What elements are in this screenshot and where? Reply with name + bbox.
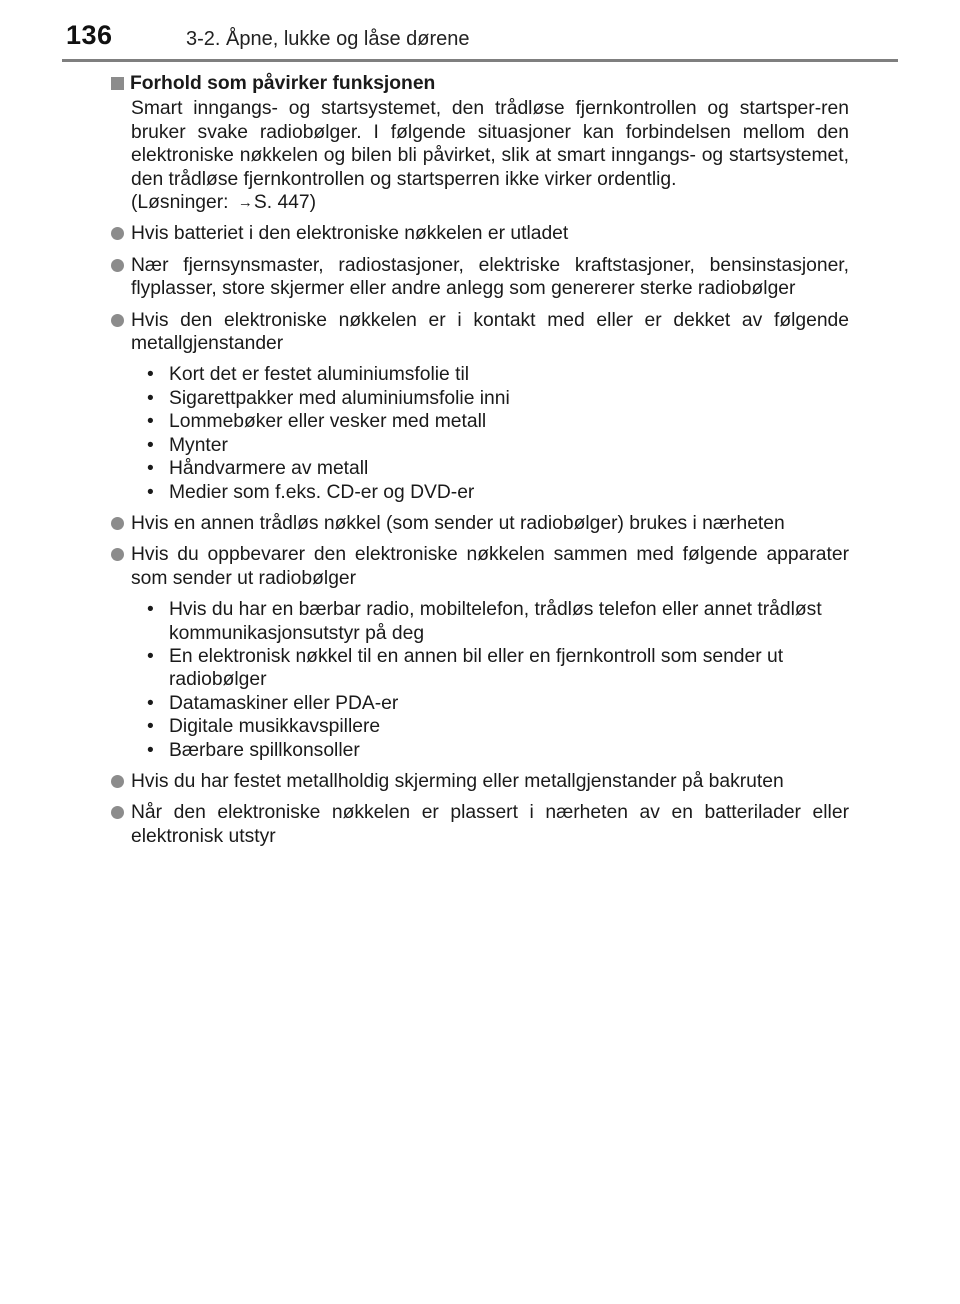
sublist-item — [147, 457, 849, 480]
sublist-item — [147, 645, 849, 692]
condition-item — [111, 309, 849, 356]
intro-paragraph — [131, 97, 849, 214]
page-content — [111, 72, 849, 856]
sublist-item-text: Lommebøker eller vesker med metall — [169, 411, 487, 433]
bullet-dot-icon: • — [147, 411, 154, 433]
sublist-item — [147, 715, 849, 738]
bullet-dot-icon: • — [147, 458, 154, 480]
condition-text: Hvis den elektroniske nøkkelen er i kontakt med eller er dekket av følgende metallgjenstander — [131, 309, 849, 355]
sublist-item-text: Medier som f.eks. CD-er og DVD-er — [169, 481, 475, 503]
page-number: 136 — [66, 20, 113, 50]
square-bullet-icon — [111, 77, 124, 90]
circle-bullet-icon — [111, 775, 124, 788]
condition-text: Hvis en annen trådløs nøkkel (som sender ut radiobølger) brukes i nærheten — [131, 512, 785, 534]
page-header — [0, 0, 960, 64]
sublist-item-text: Sigarettpakker med aluminiumsfolie inni — [169, 387, 510, 409]
solutions-prefix: (Løsninger: — [131, 192, 234, 214]
condition-item — [111, 801, 849, 848]
sublist-item-text: En elektronisk nøkkel til en annen bil eller en fjernkontroll som sender ut radiobølger — [169, 645, 784, 691]
sublist-item — [147, 387, 849, 410]
sublist-item — [147, 481, 849, 504]
circle-bullet-icon — [111, 548, 124, 561]
bullet-dot-icon: • — [147, 739, 154, 761]
bullet-dot-icon: • — [147, 481, 154, 503]
condition-sublist — [111, 363, 849, 503]
sublist-item-text: Datamaskiner eller PDA-er — [169, 692, 399, 714]
sublist-item-text: Bærbare spillkonsoller — [169, 739, 360, 761]
condition-sublist — [111, 598, 849, 762]
section-heading — [111, 72, 849, 95]
sublist-item-text: Håndvarmere av metall — [169, 458, 369, 480]
condition-text: Når den elektroniske nøkkelen er plassert i nærheten av en batterilader eller elektronisk utstyr — [131, 802, 849, 847]
condition-text: Nær fjernsynsmaster, radiostasjoner, elektriske kraftstasjoner, bensinstasjoner, flyplasser, store skjermer eller andre anlegg som genererer sterke radiobølger — [131, 254, 849, 300]
bullet-dot-icon: • — [147, 645, 154, 667]
sublist-item — [147, 434, 849, 457]
condition-text: Hvis du har festet metallholdig skjerming eller metallgjenstander på bakruten — [131, 770, 784, 792]
sublist-item-text: Hvis du har en bærbar radio, mobiltelefon, trådløs telefon eller annet trådløst kommunikasjonsutstyr på deg — [169, 599, 822, 644]
solutions-page-ref: S. 447) — [253, 192, 317, 214]
sublist-item — [147, 692, 849, 715]
sublist-item — [147, 739, 849, 762]
bullet-dot-icon: • — [147, 434, 154, 456]
bullet-dot-icon: • — [147, 716, 154, 738]
circle-bullet-icon — [111, 227, 124, 240]
sublist-item — [147, 598, 849, 645]
circle-bullet-icon — [111, 517, 124, 530]
section-heading-text: Forhold som påvirker funksjonen — [130, 73, 436, 94]
condition-item — [111, 222, 849, 245]
condition-item — [111, 543, 849, 590]
sublist-item-text: Kort det er festet aluminiumsfolie til — [169, 364, 470, 386]
arrow-right-icon: → — [237, 194, 253, 212]
sublist-item — [147, 410, 849, 433]
condition-item — [111, 512, 849, 535]
circle-bullet-icon — [111, 314, 124, 327]
bullet-dot-icon: • — [147, 599, 154, 621]
condition-item — [111, 254, 849, 301]
sublist-item-text: Mynter — [169, 434, 228, 456]
bullet-dot-icon: • — [147, 692, 154, 714]
header-divider — [62, 59, 898, 62]
condition-list — [111, 222, 849, 848]
sublist-item-text: Digitale musikkavspillere — [169, 716, 381, 738]
section-title: 3-2. Åpne, lukke og låse dørene — [186, 28, 470, 50]
condition-item — [111, 770, 849, 793]
circle-bullet-icon — [111, 259, 124, 272]
circle-bullet-icon — [111, 806, 124, 819]
condition-text: Hvis batteriet i den elektroniske nøkkelen er utladet — [131, 223, 569, 245]
bullet-dot-icon: • — [147, 387, 154, 409]
bullet-dot-icon: • — [147, 364, 154, 386]
condition-text: Hvis du oppbevarer den elektroniske nøkkelen sammen med følgende apparater som sender ut radiobølger — [131, 544, 849, 589]
sublist-item — [147, 363, 849, 386]
intro-text: Smart inngangs- og startsystemet, den trådløse fjernkontrollen og startsper-ren bruker svake radiobølger. I følgende situasjoner kan forbindelsen mellom den elektroniske nøkkelen og bilen bli påvirket, slik at smart inngangs- og startsystemet, den trådløse fjernkontrollen og startsperren ikke virker ordentlig. — [131, 98, 849, 190]
